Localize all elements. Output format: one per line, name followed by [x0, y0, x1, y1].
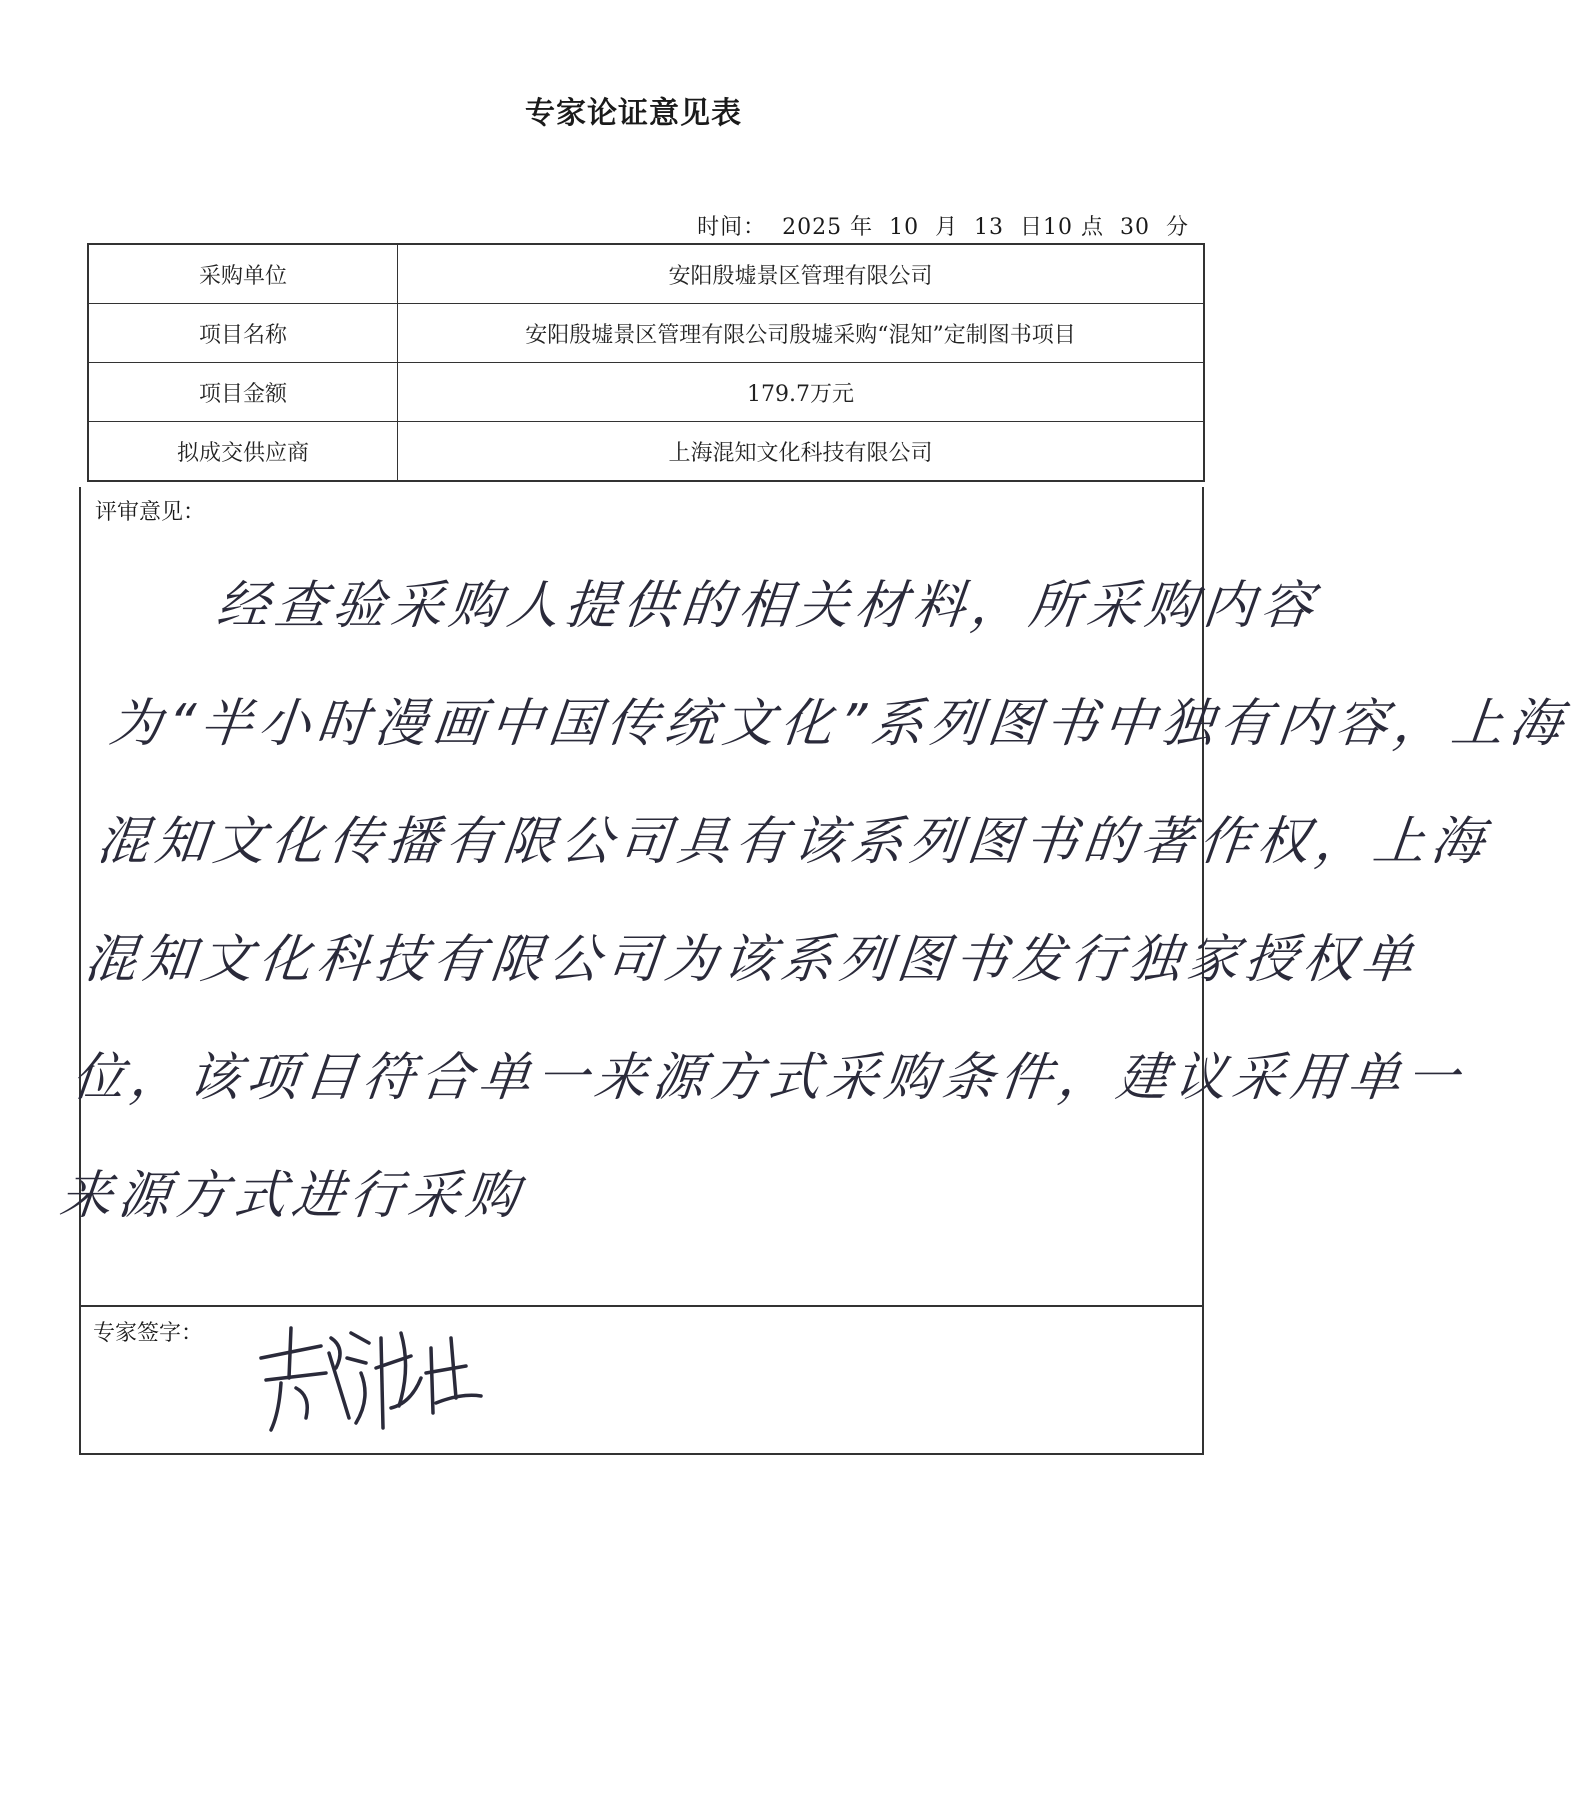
row-value: 上海混知文化科技有限公司 — [398, 422, 1205, 482]
handwritten-line: 来源方式进行采购 — [56, 1166, 528, 1226]
handwritten-line: 为“半小时漫画中国传统文化”系列图书中独有内容，上海 — [106, 694, 1571, 754]
time-line: 时间： 2025 年 10 月 13 日10 点 30 分 — [697, 215, 1189, 240]
row-label: 采购单位 — [88, 244, 398, 304]
row-value: 179.7万元 — [398, 363, 1205, 422]
opinion-label: 评审意见： — [95, 500, 206, 525]
signature-section — [79, 1305, 1204, 1455]
handwritten-line: 混知文化科技有限公司为该系列图书发行独家授权单 — [81, 930, 1422, 990]
info-table — [87, 243, 1205, 482]
signature-label: 专家签字： — [93, 1321, 204, 1346]
row-label: 项目金额 — [88, 363, 398, 422]
handwritten-line: 混知文化传播有限公司具有该系列图书的著作权，上海 — [94, 812, 1493, 872]
row-label: 拟成交供应商 — [88, 422, 398, 482]
handwritten-line: 经查验采购人提供的相关材料，所采购内容 — [213, 576, 1323, 636]
handwritten-signature — [251, 1318, 511, 1438]
handwritten-opinion — [54, 547, 1571, 1255]
row-value: 安阳殷墟景区管理有限公司 — [398, 244, 1205, 304]
table-row — [88, 304, 1204, 363]
opinion-section — [56, 487, 1571, 1307]
table-row — [88, 363, 1204, 422]
handwritten-line: 位，该项目符合单一来源方式采购条件，建议采用单一 — [69, 1048, 1468, 1108]
table-row — [88, 422, 1204, 482]
row-value: 安阳殷墟景区管理有限公司殷墟采购“混知”定制图书项目 — [398, 304, 1205, 363]
row-label: 项目名称 — [88, 304, 398, 363]
table-row — [88, 244, 1204, 304]
page-title: 专家论证意见表 — [525, 96, 742, 131]
